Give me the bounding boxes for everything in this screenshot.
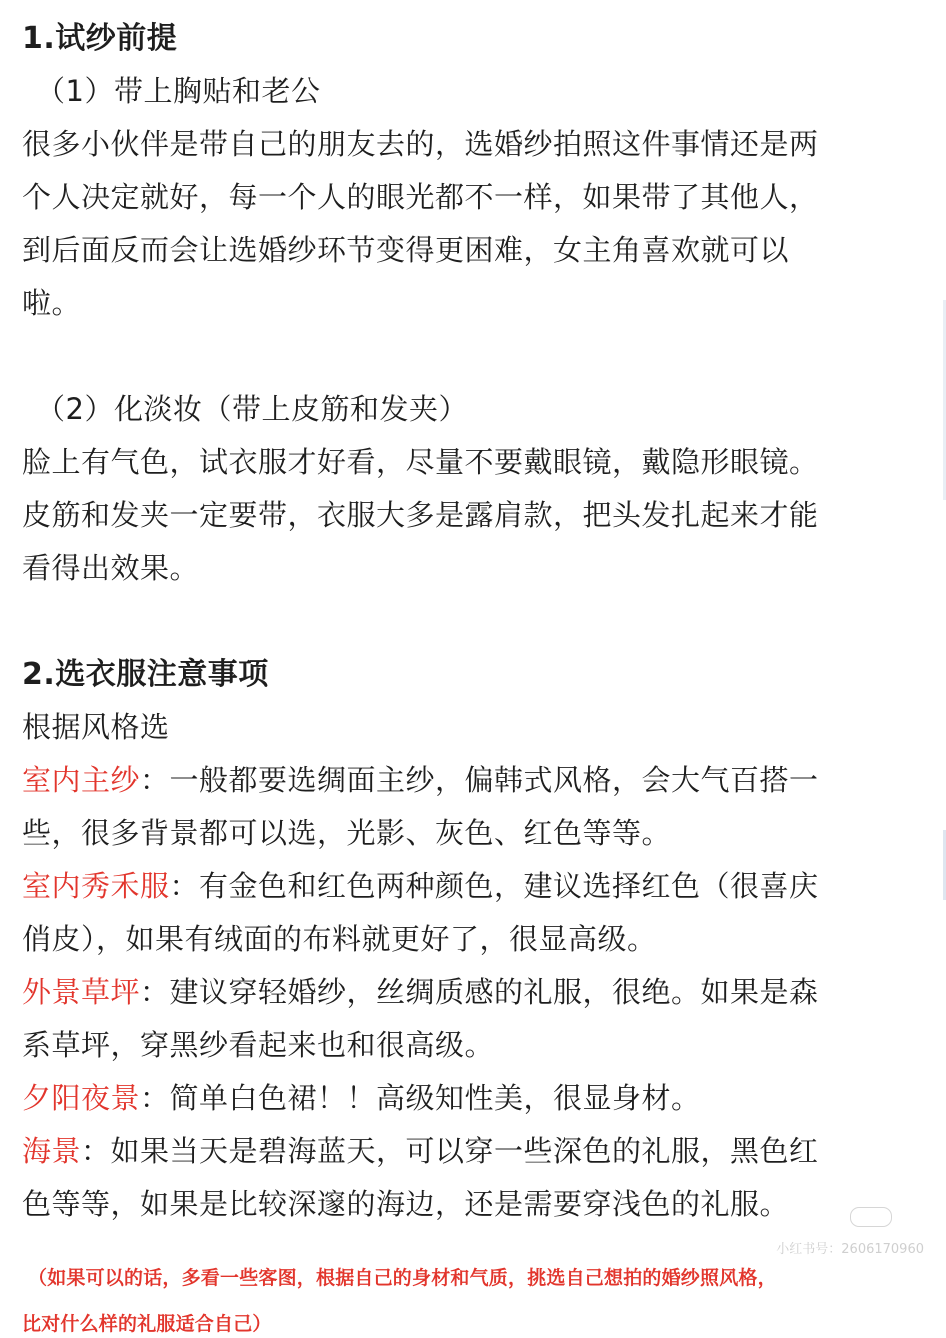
style-label: 室内主纱 bbox=[22, 763, 141, 797]
style-label: 外景草坪 bbox=[22, 975, 141, 1009]
style-description: ：建议穿轻婚纱，丝绸质感的礼服，很绝。如果是森 bbox=[140, 975, 819, 1009]
style-item-lawn bbox=[22, 966, 922, 1019]
style-item-line: 色等等，如果是比较深邃的海边，还是需要穿浅色的礼服。 bbox=[22, 1187, 790, 1221]
section-1-subheading-2: （2）化淡妆（带上皮筋和发夹） bbox=[36, 392, 468, 426]
section-2-intro: 根据风格选 bbox=[22, 710, 170, 744]
section-2-title: 2.选衣服注意事项 bbox=[22, 657, 269, 692]
section-1-paragraph-1-line: 很多小伙伴是带自己的朋友去的，选婚纱拍照这件事情还是两 bbox=[22, 127, 819, 161]
style-description: ：如果当天是碧海蓝天，可以穿一些深色的礼服，黑色红 bbox=[81, 1134, 819, 1168]
section-1-paragraph-1-line: 个人决定就好，每一个人的眼光都不一样，如果带了其他人， bbox=[22, 180, 819, 214]
note-line: 比对什么样的礼服适合自己） bbox=[22, 1313, 272, 1335]
spacer bbox=[22, 595, 922, 648]
style-item-indoor-xiuhe bbox=[22, 860, 922, 913]
section-1-paragraph-1-line: 到后面反而会让选婚纱环节变得更困难，女主角喜欢就可以 bbox=[22, 233, 790, 267]
spacer bbox=[22, 330, 922, 383]
style-item-line: 系草坪，穿黑纱看起来也和很高级。 bbox=[22, 1028, 495, 1062]
style-description: ：一般都要选绸面主纱，偏韩式风格，会大气百搭一 bbox=[140, 763, 819, 797]
section-1-subheading-1: （1）带上胸贴和老公 bbox=[36, 74, 321, 108]
style-description: ：有金色和红色两种颜色，建议选择红色（很喜庆 bbox=[169, 869, 819, 903]
style-item-indoor-gown bbox=[22, 754, 922, 807]
style-description: ：简单白色裙！！高级知性美，很显身材。 bbox=[140, 1081, 701, 1115]
section-1-paragraph-1-line: 啦。 bbox=[22, 286, 82, 320]
note-line: （如果可以的话，多看一些客图，根据自己的身材和气质，挑选自己想拍的婚纱照风格， bbox=[28, 1267, 777, 1289]
section-1-paragraph-2-line: 脸上有气色，试衣服才好看，尽量不要戴眼镜，戴隐形眼镜。 bbox=[22, 445, 819, 479]
style-item-sunset bbox=[22, 1072, 922, 1125]
style-item-seaside bbox=[22, 1125, 922, 1178]
style-label: 海景 bbox=[22, 1134, 82, 1168]
watermark-text: 小红书号：2606170960 bbox=[776, 1242, 924, 1257]
section-1-paragraph-2-line: 皮筋和发夹一定要带，衣服大多是露肩款，把头发扎起来才能 bbox=[22, 498, 819, 532]
watermark-logo-icon bbox=[850, 1207, 892, 1227]
section-1-title: 1.试纱前提 bbox=[22, 21, 178, 56]
article bbox=[22, 12, 922, 1338]
style-label: 室内秀禾服 bbox=[22, 869, 170, 903]
section-1-paragraph-2-line: 看得出效果。 bbox=[22, 551, 200, 585]
style-item-line: 些，很多背景都可以选，光影、灰色、红色等等。 bbox=[22, 816, 672, 850]
style-item-line: 俏皮），如果有绒面的布料就更好了，很显高级。 bbox=[22, 922, 657, 956]
style-label: 夕阳夜景 bbox=[22, 1081, 141, 1115]
